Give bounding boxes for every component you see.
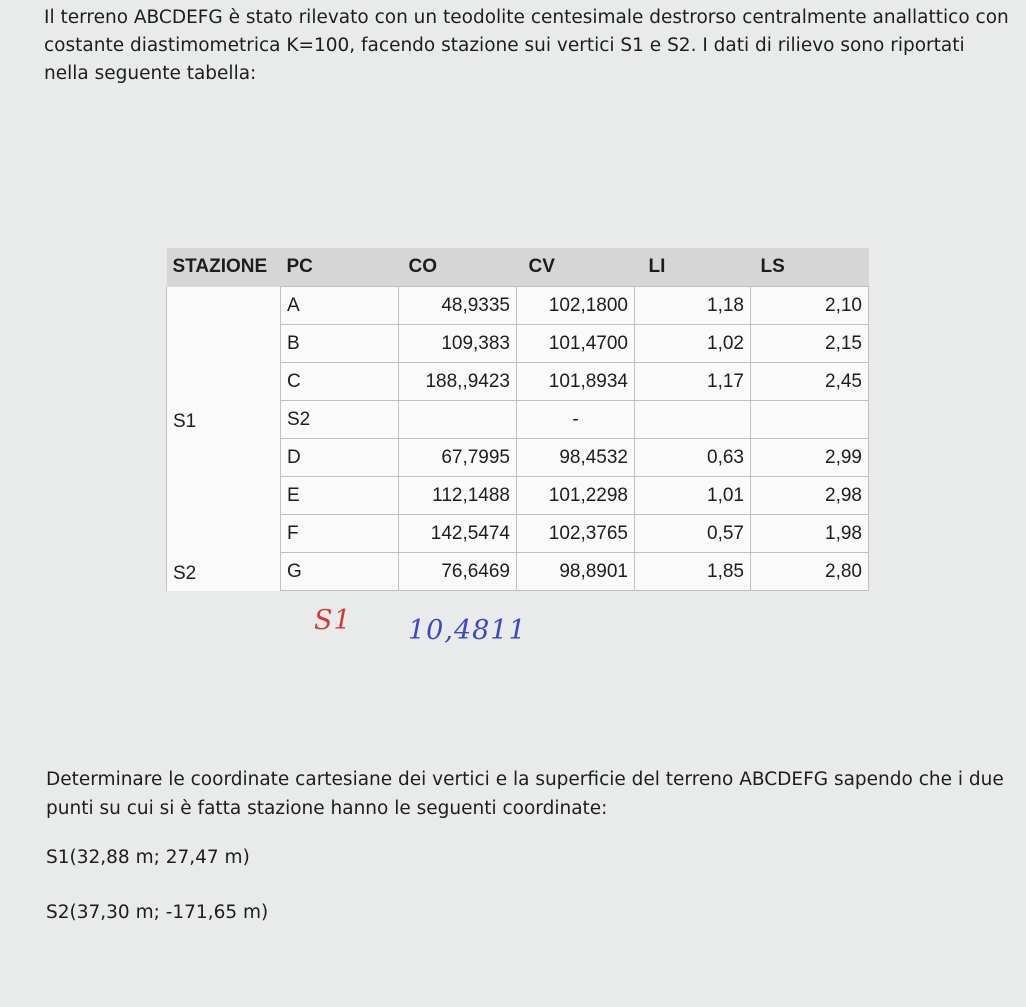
cell-cv: - — [517, 401, 635, 439]
cell-co: 188,,9423 — [399, 363, 517, 401]
cell-co: 67,7995 — [399, 439, 517, 477]
cell-li: 1,01 — [635, 477, 751, 515]
cell-li: 1,17 — [635, 363, 751, 401]
cell-ls: 2,15 — [751, 325, 869, 363]
cell-pc: E — [281, 477, 399, 515]
cell-li — [635, 401, 751, 439]
cell-pc: A — [281, 287, 399, 325]
cell-cv: 102,3765 — [517, 515, 635, 553]
header-cv: CV — [517, 248, 635, 287]
cell-pc: C — [281, 363, 399, 401]
table-row — [167, 287, 869, 325]
cell-co: 48,9335 — [399, 287, 517, 325]
cell-ls: 1,98 — [751, 515, 869, 553]
survey-data-table — [166, 248, 869, 591]
cell-pc: B — [281, 325, 399, 363]
cell-pc: D — [281, 439, 399, 477]
cell-co — [399, 401, 517, 439]
cell-ls: 2,80 — [751, 553, 869, 591]
cell-co: 142,5474 — [399, 515, 517, 553]
station-s2: S2 — [167, 439, 281, 591]
cell-ls: 2,10 — [751, 287, 869, 325]
table-header-row — [167, 248, 869, 287]
cell-pc: S2 — [281, 401, 399, 439]
task-paragraph: Determinare le coordinate cartesiane dei vertici e la superficie del terreno ABCDEFG sapendo che i due punti su cui si è fatta stazione hanno le seguenti coordinate: — [46, 769, 1004, 819]
cell-ls: 2,98 — [751, 477, 869, 515]
cell-li: 0,63 — [635, 439, 751, 477]
header-stazione: STAZIONE — [167, 248, 281, 287]
cell-ls — [751, 401, 869, 439]
header-pc: PC — [281, 248, 399, 287]
cell-li: 1,85 — [635, 553, 751, 591]
coordinate-s2: S2(37,30 m; -171,65 m) — [46, 902, 269, 923]
cell-li: 1,02 — [635, 325, 751, 363]
cell-cv: 101,2298 — [517, 477, 635, 515]
coordinate-s1: S1(32,88 m; 27,47 m) — [46, 847, 250, 868]
station-s1: S1 — [167, 287, 281, 439]
intro-paragraph: Il terreno ABCDEFG è stato rilevato con un teodolite centesimale destrorso centralmente anallattico con costante diastimometrica K=100, facendo stazione sui vertici S1 e S2. I dati di rilievo sono riportati nella seguente tabella: — [44, 7, 1009, 84]
header-ls: LS — [751, 248, 869, 287]
cell-cv: 98,4532 — [517, 439, 635, 477]
cell-pc: F — [281, 515, 399, 553]
cell-li: 0,57 — [635, 515, 751, 553]
handwritten-note-s1: S1 — [314, 605, 352, 636]
header-li: LI — [635, 248, 751, 287]
cell-cv: 101,8934 — [517, 363, 635, 401]
header-co: CO — [399, 248, 517, 287]
handwritten-note-distance: 10,4811 — [408, 615, 527, 646]
cell-ls: 2,45 — [751, 363, 869, 401]
cell-li: 1,18 — [635, 287, 751, 325]
cell-co: 112,1488 — [399, 477, 517, 515]
cell-co: 109,383 — [399, 325, 517, 363]
cell-cv: 101,4700 — [517, 325, 635, 363]
cell-cv: 98,8901 — [517, 553, 635, 591]
cell-pc: G — [281, 553, 399, 591]
table-row — [167, 439, 869, 477]
cell-cv: 102,1800 — [517, 287, 635, 325]
cell-ls: 2,99 — [751, 439, 869, 477]
cell-co: 76,6469 — [399, 553, 517, 591]
